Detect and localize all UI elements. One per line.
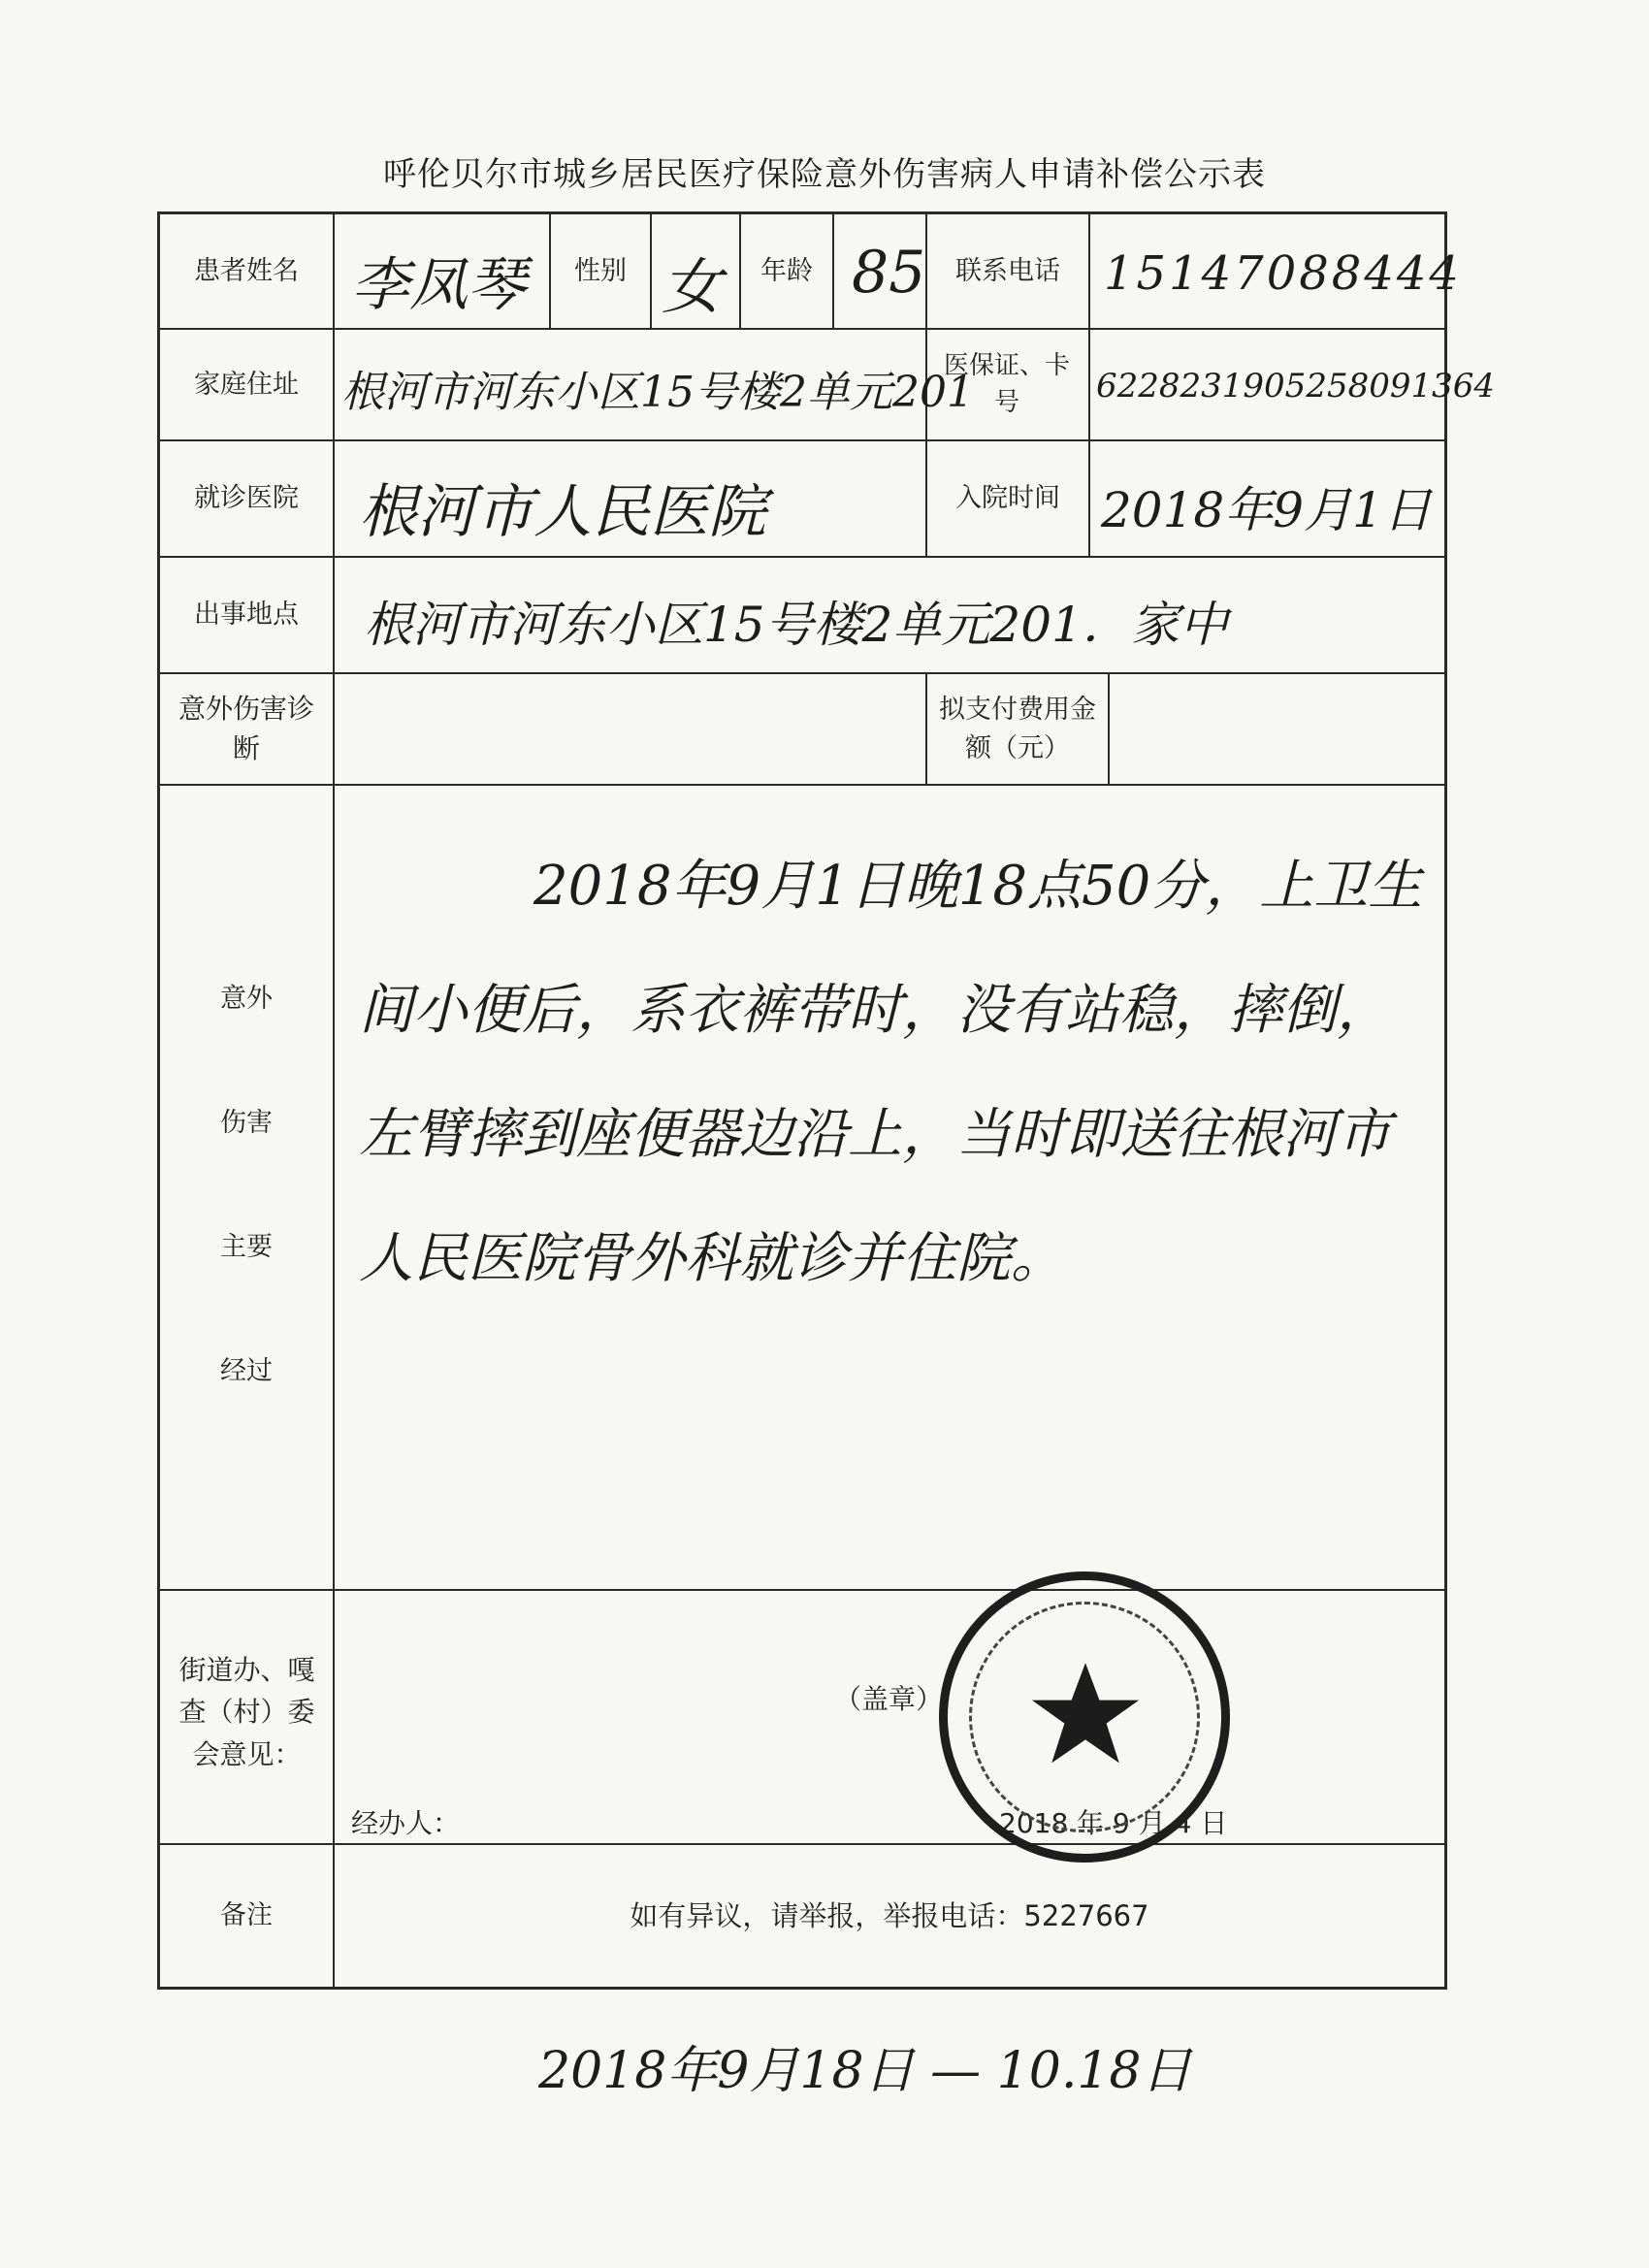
committee-label: 街道办、嘎查（村）委会意见： [178, 1653, 315, 1770]
row-divider [157, 1589, 1447, 1591]
column-divider [925, 672, 927, 784]
age-value: 85 [852, 239, 926, 307]
column-divider [333, 211, 335, 1989]
address-label: 家庭住址 [194, 369, 299, 400]
column-divider [832, 211, 834, 328]
column-divider [1088, 211, 1090, 556]
card-no-label: 医保证、卡号 [943, 350, 1070, 417]
column-divider [650, 211, 652, 328]
official-seal [939, 1571, 1230, 1863]
footer-note: 2018年9月18日 — 10.18日 [538, 2042, 1192, 2100]
admission-time-label: 入院时间 [955, 483, 1060, 514]
hospital-label: 就诊医院 [194, 483, 299, 514]
seal-label: （盖章） [834, 1683, 944, 1715]
row-divider [157, 784, 1447, 786]
remark-label: 备注 [220, 1900, 273, 1931]
age-label: 年龄 [760, 255, 813, 286]
location-value: 根河市河东小区15号楼2单元201．家中 [364, 597, 1228, 653]
gender-label: 性别 [574, 255, 627, 286]
row-divider [157, 328, 1447, 330]
process-label-4: 经过 [220, 1356, 273, 1387]
process-label-1: 意外 [220, 984, 273, 1015]
hospital-value: 根河市人民医院 [359, 478, 766, 546]
diagnosis-label: 意外伤害诊断 [178, 692, 314, 764]
remark-text: 如有异议，请举报，举报电话：5227667 [630, 1898, 1149, 1932]
table-border-bottom [157, 1987, 1447, 1990]
amount-label: 拟支付费用金额（元） [939, 695, 1096, 763]
form-title: 呼伦贝尔市城乡居民医疗保险意外伤害病人申请补偿公示表 [383, 155, 1266, 194]
card-no-value: 6228231905258091364 [1096, 367, 1496, 405]
patient-name-value: 李凤琴 [351, 251, 526, 319]
committee-date: 2018 年 9 月 4 日 [999, 1807, 1228, 1839]
row-divider [157, 439, 1447, 441]
star-icon [1027, 1656, 1144, 1772]
handler-label: 经办人： [351, 1807, 461, 1839]
admission-time-value: 2018年9月1日 [1101, 482, 1432, 538]
row-divider [157, 672, 1447, 674]
column-divider [1108, 672, 1110, 784]
gender-value: 女 [662, 251, 723, 322]
phone-label: 联系电话 [955, 255, 1060, 286]
process-label-3: 主要 [220, 1232, 273, 1263]
patient-name-label: 患者姓名 [194, 255, 299, 286]
address-value: 根河市河东小区15号楼2单元201 [341, 368, 974, 417]
table-border-right [1444, 211, 1447, 1990]
row-divider [157, 556, 1447, 558]
location-label: 出事地点 [194, 599, 299, 631]
process-label-2: 伤害 [220, 1108, 273, 1139]
process-text: 2018年9月1日晚18点50分，上卫生间小便后，系衣裤带时，没有站稳，摔倒，左臂摔到座便器边沿上，当时即送往根河市人民医院骨外科就诊并住院。 [359, 855, 1423, 1290]
phone-value: 15147088444 [1104, 246, 1462, 301]
